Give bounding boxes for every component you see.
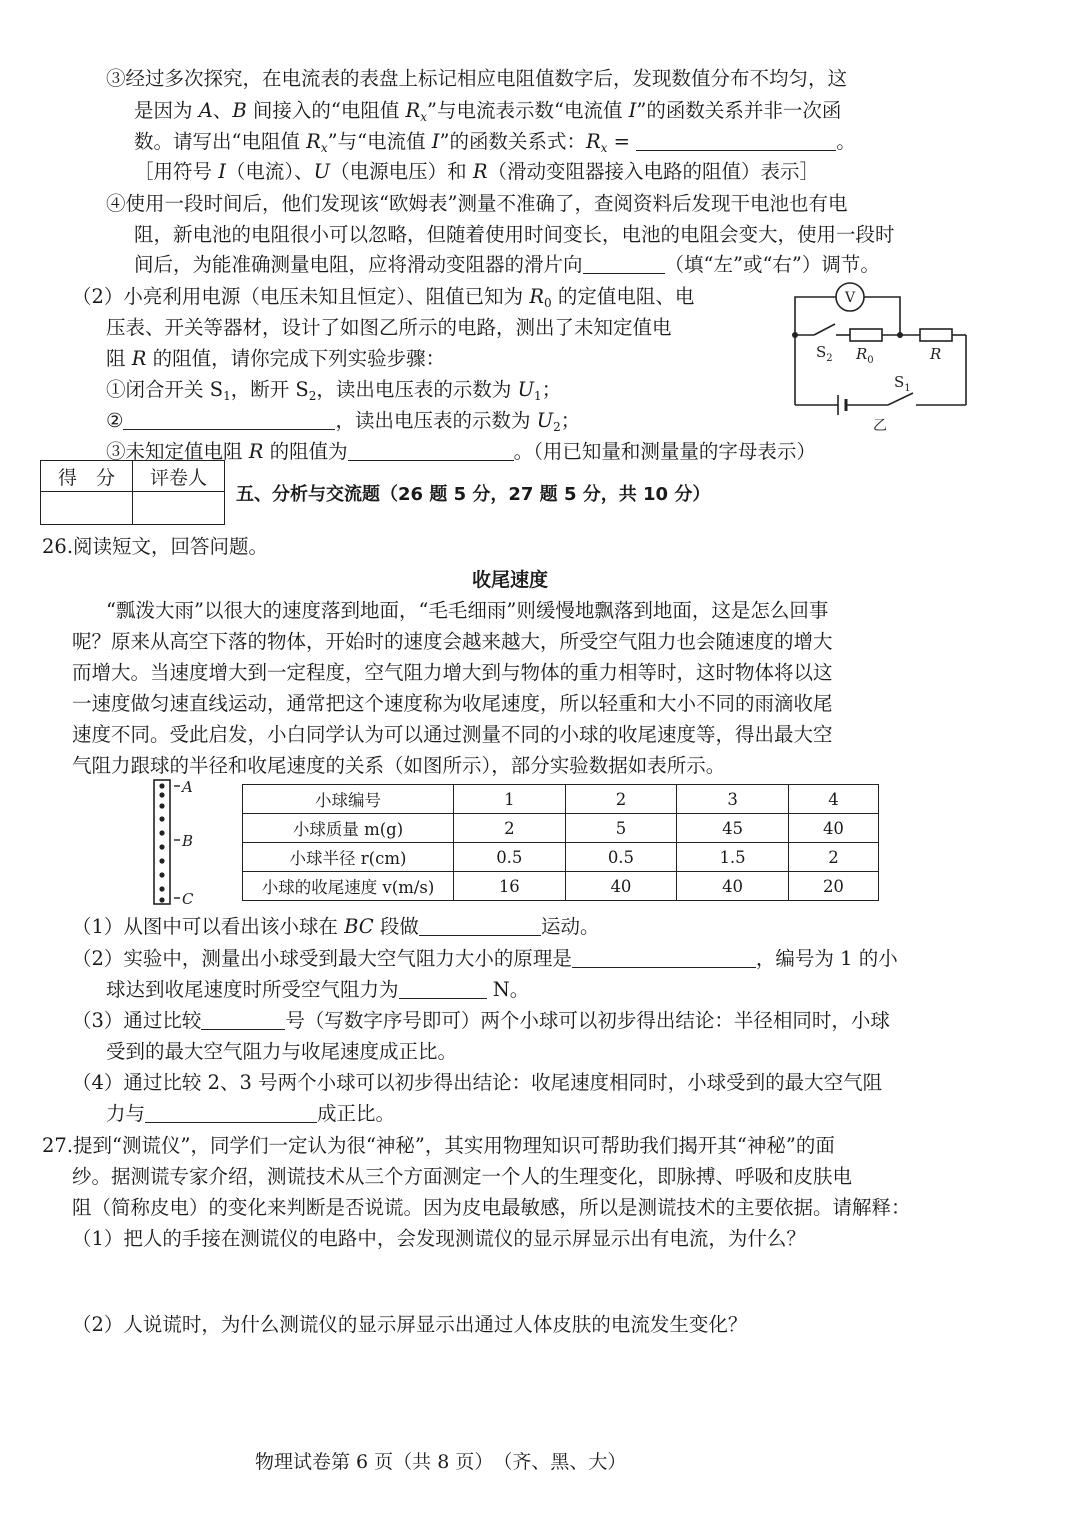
table-row — [243, 814, 879, 843]
answer-blank-proportional[interactable] — [145, 1102, 317, 1123]
answer-blank-numbers[interactable] — [201, 1009, 285, 1030]
q27-sub2: （2）人说谎时，为什么测谎仪的显示屏显示出通过人体皮肤的电流发生变化？ — [72, 1313, 748, 1336]
point-c-label: C — [182, 890, 194, 908]
figure-caption: 乙 — [873, 418, 887, 434]
p2-step2: ② ，读出电压表的示数为 $U_2$； — [106, 409, 581, 434]
grader-cell[interactable] — [133, 492, 225, 525]
q27-sub1: （1）把人的手接在测谎仪的电路中，会发现测谎仪的显示屏显示出有电流，为什么？ — [72, 1227, 806, 1250]
q27-line3: 阻（简称皮电）的变化来判断是否说谎。因为皮电最敏感，所以是测谎技术的主要依据。请解释： — [72, 1196, 911, 1219]
switch-s2 — [814, 324, 835, 335]
voltmeter-label: V — [844, 290, 856, 306]
q26-sub2-line1: （2）实验中，测量出小球受到最大空气阻力大小的原理是 ，编号为 1 的小 — [72, 947, 898, 970]
article-line3: 而增大。当速度增大到一定程度，空气阻力增大到与物体的重力相等时，这时物体将以这 — [72, 661, 833, 684]
answer-area-27-2[interactable] — [72, 1342, 952, 1432]
q26-stem: 26.阅读短文，回答问题。 — [42, 535, 269, 558]
table-cell: 40 — [788, 814, 878, 843]
table-row — [243, 843, 879, 872]
q26-sub2-line2: 球达到收尾速度时所受空气阻力为 N。 — [106, 978, 530, 1001]
point-b-label: B — [182, 832, 194, 850]
r0-label: $R_0$ — [856, 345, 874, 366]
table-cell: 小球编号 — [243, 785, 454, 814]
switch-s1 — [888, 393, 913, 405]
q26-sub3-line2: 受到的最大空气阻力与收尾速度成正比。 — [106, 1040, 458, 1063]
q4-line3: 间后，为能准确测量电阻，应将滑动变阻器的滑片向 （填“左”或“右”）调节。 — [134, 253, 880, 276]
article-line6: 气阻力跟球的半径和收尾速度的关系（如图所示），部分实验数据如表所示。 — [72, 754, 726, 777]
q26-sub3-line1: （3）通过比较 号（写数字序号即可）两个小球可以初步得出结论：半径相同时，小球 — [72, 1009, 890, 1032]
table-cell: 40 — [565, 872, 677, 901]
point-a-label: A — [182, 778, 193, 796]
grader-label: 评卷人 — [133, 461, 225, 492]
q3-line4: ［用符号 I（电流）、U（电源电压）和 R（滑动变阻器接入电路的阻值）表示］ — [134, 160, 820, 183]
answer-blank-step2[interactable] — [123, 409, 335, 430]
table-cell: 小球质量 m(g) — [243, 814, 454, 843]
table-cell: 40 — [677, 872, 789, 901]
table-cell: 小球的收尾速度 v(m/s) — [243, 872, 454, 901]
table-cell: 5 — [565, 814, 677, 843]
q27-line2: 纱。据测谎专家介绍，测谎技术从三个方面测定一个人的生理变化，即脉搏、呼吸和皮肤电 — [72, 1165, 853, 1188]
q26-sub4-line1: （4）通过比较 2、3 号两个小球可以初步得出结论：收尾速度相同时，小球受到的最大空气阻 — [72, 1071, 883, 1094]
table-row — [243, 872, 879, 901]
p2-line3: 阻 R 的阻值，请你完成下列实验步骤： — [106, 347, 446, 370]
q4-line1: ④使用一段时间后，他们发现该“欧姆表”测量不准确了，查阅资料后发现干电池也有电 — [106, 192, 848, 215]
ball-data-table — [242, 784, 879, 901]
p2-step3: ③未知定值电阻 R 的阻值为 。（用已知量和测量量的字母表示） — [106, 440, 816, 463]
table-cell: 16 — [454, 872, 566, 901]
voltmeter-wire-left — [795, 297, 836, 335]
s1-label: $S_1$ — [894, 373, 911, 394]
article-line2: 呢？原来从高空下落的物体，开始时的速度会越来越大，所受空气阻力也会随速度的增大 — [72, 630, 833, 653]
table-cell: 20 — [788, 872, 878, 901]
p2-line1: （2）小亮利用电源（电压未知且恒定）、阻值已知为 $R_0$ 的定值电阻、电 — [72, 285, 695, 310]
q27-line1: 27.提到“测谎仪”，同学们一定认为很“神秘”，其实用物理知识可帮助我们揭开其“神秘”的面 — [42, 1134, 835, 1157]
resistor-r — [920, 329, 952, 341]
table-cell: 4 — [788, 785, 878, 814]
q4-line2: 阻，新电池的电阻很小可以忽略，但随着使用时间变长，电池的电阻会变大，使用一段时 — [134, 223, 895, 246]
section-title: 五、分析与交流题（26 题 5 分，27 题 5 分，共 10 分） — [236, 484, 711, 505]
table-cell: 0.5 — [454, 843, 566, 872]
table-cell: 小球半径 r(cm) — [243, 843, 454, 872]
p2-line2: 压表、开关等器材，设计了如图乙所示的电路，测出了未知定值电 — [106, 316, 672, 339]
table-cell: 3 — [677, 785, 789, 814]
answer-blank-rx[interactable] — [636, 130, 836, 151]
table-cell: 0.5 — [565, 843, 677, 872]
answer-blank-r[interactable] — [348, 440, 514, 461]
q26-sub4-line2: 力与 成正比。 — [106, 1102, 396, 1125]
page-footer: 物理试卷第 6 页（共 8 页） （齐、黑、大） — [255, 1451, 627, 1473]
answer-area-27-1[interactable] — [72, 1256, 952, 1308]
answer-blank-principle[interactable] — [572, 947, 756, 968]
table-cell: 1.5 — [677, 843, 789, 872]
table-row — [243, 785, 879, 814]
q3-line3: 数。请写出“电阻值 $R_x$”与“电流值 I”的函数关系式：$R_x$ = 。 — [134, 130, 856, 155]
score-cell[interactable] — [41, 492, 133, 525]
falling-ball-figure — [150, 778, 210, 908]
table-cell: 2 — [788, 843, 878, 872]
table-cell: 2 — [454, 814, 566, 843]
article-title: 收尾速度 — [472, 569, 549, 591]
score-label: 得 分 — [41, 461, 133, 492]
q3-line1: ③经过多次探究，在电流表的表盘上标记相应电阻值数字后，发现数值分布不均匀，这 — [106, 67, 848, 90]
table-cell: 45 — [677, 814, 789, 843]
s2-label: $S_2$ — [816, 343, 833, 364]
article-line1: “瓢泼大雨”以很大的速度落到地面，“毛毛细雨”则缓慢地飘落到地面，这是怎么回事 — [106, 599, 829, 622]
answer-blank-slider[interactable] — [583, 253, 665, 274]
r-label: R — [930, 345, 942, 363]
table-cell: 1 — [454, 785, 566, 814]
q3-line2: 是因为 A、B 间接入的“电阻值 $R_x$”与电流表示数“电流值 I”的函数关系并非一次函 — [134, 99, 842, 124]
q26-sub1: （1）从图中可以看出该小球在 BC 段做 运动。 — [72, 915, 600, 938]
answer-blank-motion[interactable] — [419, 915, 541, 936]
article-line4: 一速度做匀速直线运动，通常把这个速度称为收尾速度，所以轻重和大小不同的雨滴收尾 — [72, 692, 833, 715]
circuit-diagram — [780, 275, 980, 435]
score-box — [40, 460, 225, 525]
p2-step1: ①闭合开关 $S_1$，断开 $S_2$，读出电压表的示数为 $U_1$； — [106, 378, 562, 403]
answer-blank-force[interactable] — [399, 978, 487, 999]
article-line5: 速度不同。受此启发，小白同学认为可以通过测量不同的小球的收尾速度等，得出最大空 — [72, 723, 833, 746]
resistor-r0 — [850, 329, 882, 341]
table-cell: 2 — [565, 785, 677, 814]
